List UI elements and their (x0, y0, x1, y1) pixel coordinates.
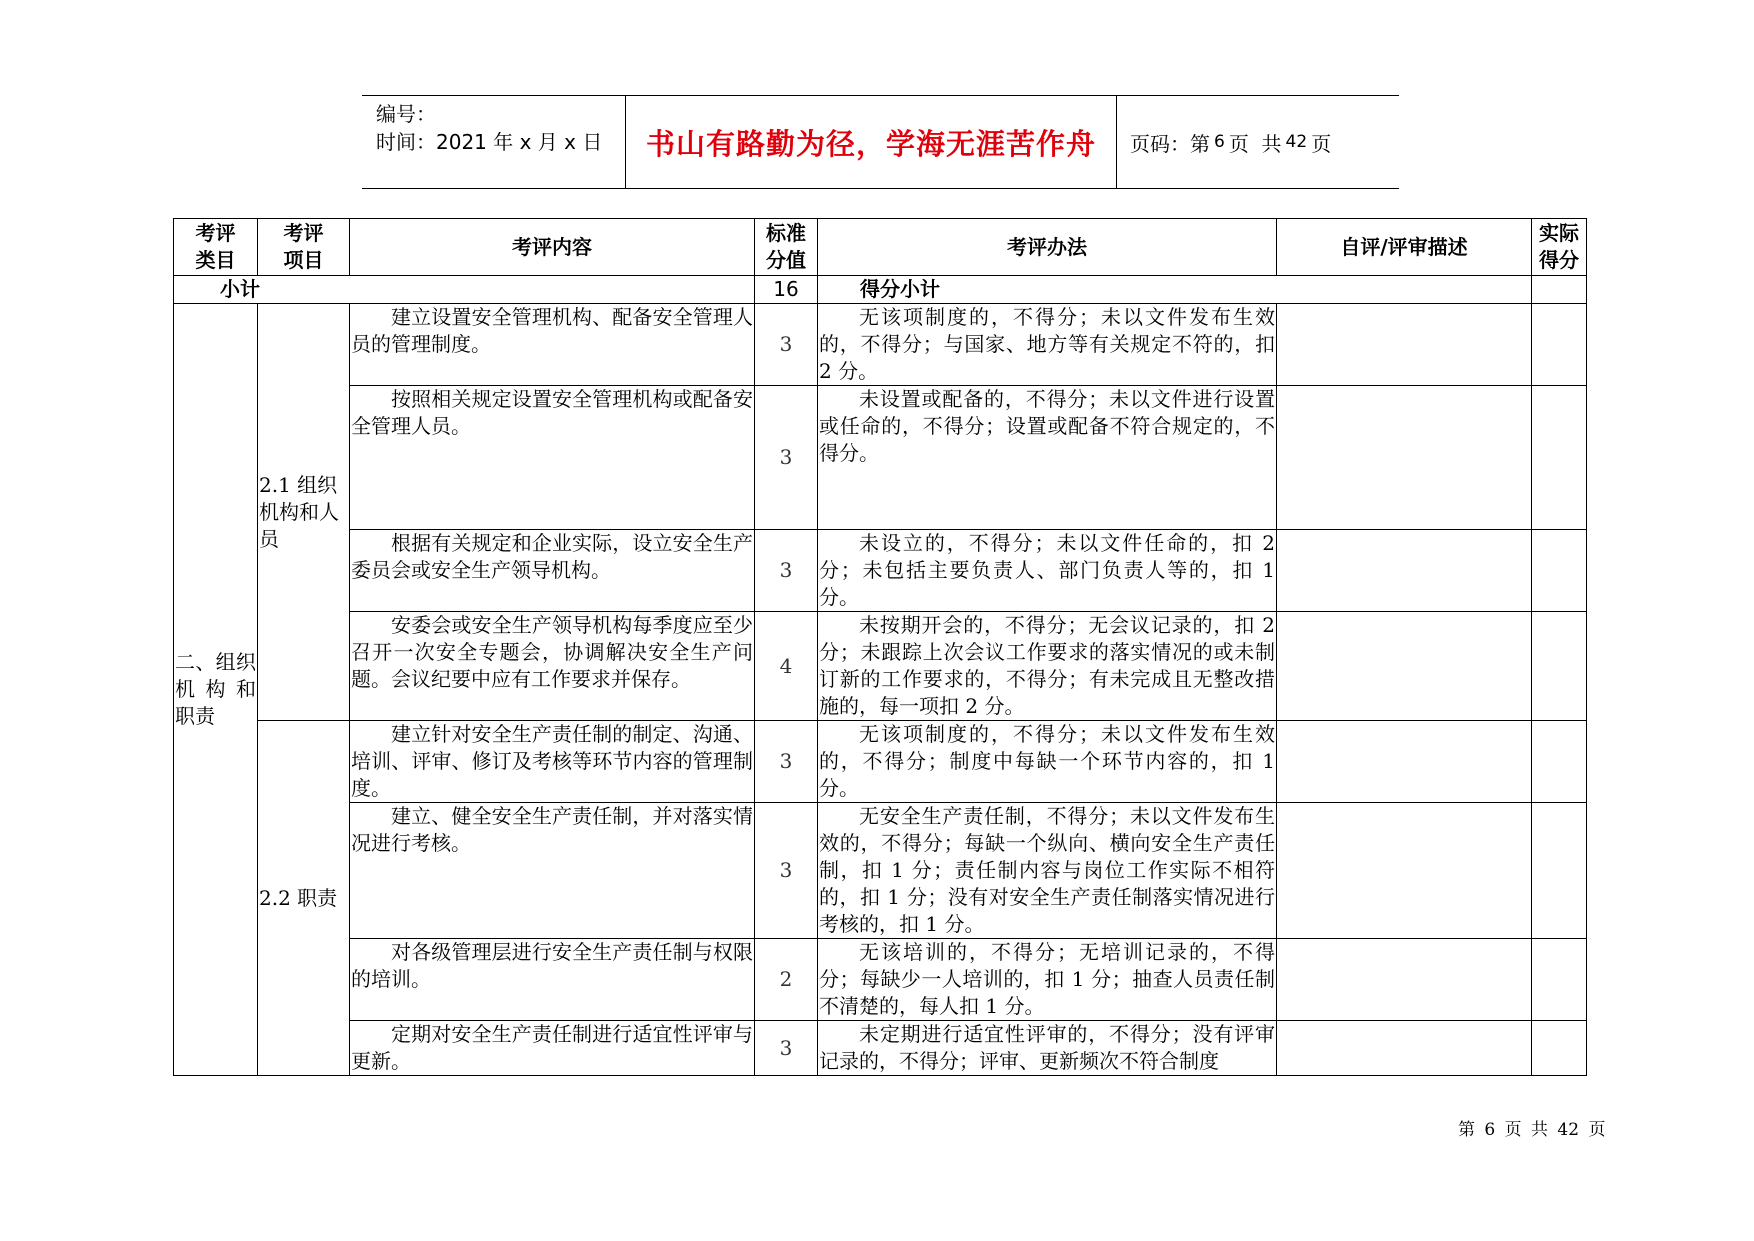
document-header (362, 95, 1399, 189)
score-cell: 3 (755, 721, 818, 803)
header-page-info (1117, 96, 1399, 188)
header-method: 考评办法 (818, 219, 1277, 276)
self-review-cell[interactable] (1277, 386, 1532, 530)
header-category: 考评类目 (174, 219, 258, 276)
table-header-row (174, 219, 1587, 276)
content-cell: 安委会或安全生产领导机构每季度应至少召开一次安全专题会，协调解决安全生产问题。会议纪要中应有工作要求并保存。 (350, 612, 755, 721)
self-review-cell[interactable] (1277, 721, 1532, 803)
actual-score-cell[interactable] (1532, 721, 1587, 803)
header-motto: 书山有路勤为径，学海无涯苦作舟 (626, 96, 1117, 188)
self-review-cell[interactable] (1277, 612, 1532, 721)
content-cell: 建立、健全安全生产责任制，并对落实情况进行考核。 (350, 803, 755, 939)
item-cell: 2.2 职责 (258, 721, 350, 1076)
table-row (174, 386, 1587, 530)
page-current: 6 (1214, 132, 1225, 152)
actual-score-cell[interactable] (1532, 530, 1587, 612)
header-item: 考评项目 (258, 219, 350, 276)
table-row (174, 721, 1587, 803)
content-cell: 根据有关规定和企业实际，设立安全生产委员会或安全生产领导机构。 (350, 530, 755, 612)
method-cell: 无该项制度的，不得分；未以文件发布生效的，不得分；制度中每缺一个环节内容的，扣 1 分。 (818, 721, 1277, 803)
actual-score-cell[interactable] (1532, 386, 1587, 530)
page-footer: 第 6 页 共 42 页 (1458, 1120, 1606, 1140)
subtotal-row (174, 276, 1587, 304)
score-cell: 3 (755, 803, 818, 939)
category-line: 机构和 (175, 677, 256, 701)
page-total: 42 (1285, 132, 1308, 152)
document-number-label: 编号： (376, 102, 436, 126)
self-review-cell[interactable] (1277, 1021, 1532, 1076)
actual-score-cell[interactable] (1532, 1021, 1587, 1076)
method-cell: 无该培训的，不得分；无培训记录的，不得分；每缺少一人培训的，扣 1 分；抽查人员责任制不清楚的，每人扣 1 分。 (818, 939, 1277, 1021)
actual-score-cell[interactable] (1532, 939, 1587, 1021)
score-cell: 3 (755, 1021, 818, 1076)
category-cell (174, 304, 258, 1076)
table-row (174, 304, 1587, 386)
method-cell: 未设立的，不得分；未以文件任命的，扣 2 分；未包括主要负责人、部门负责人等的，扣 1 分。 (818, 530, 1277, 612)
content-cell: 按照相关规定设置安全管理机构或配备安全管理人员。 (350, 386, 755, 530)
content-cell: 建立针对安全生产责任制的制定、沟通、培训、评审、修订及考核等环节内容的管理制度。 (350, 721, 755, 803)
table-row (174, 803, 1587, 939)
actual-score-cell[interactable] (1532, 803, 1587, 939)
header-actual-score: 实际得分 (1532, 219, 1587, 276)
self-review-cell[interactable] (1277, 304, 1532, 386)
actual-score-cell[interactable] (1532, 304, 1587, 386)
score-cell: 3 (755, 386, 818, 530)
subtotal-score: 16 (755, 276, 818, 304)
subtotal-actual (1532, 276, 1587, 304)
score-cell: 4 (755, 612, 818, 721)
header-standard-score: 标准分值 (755, 219, 818, 276)
content-cell: 建立设置安全管理机构、配备安全管理人员的管理制度。 (350, 304, 755, 386)
category-line: 职责 (175, 704, 215, 728)
self-review-cell[interactable] (1277, 530, 1532, 612)
page-mid: 页 共 (1228, 131, 1282, 156)
assessment-table (173, 218, 1587, 1076)
table-row (174, 612, 1587, 721)
header-self-review: 自评/评审描述 (1277, 219, 1532, 276)
score-cell: 3 (755, 304, 818, 386)
page-suffix: 页 (1311, 131, 1332, 156)
document-date: 时间：2021 年 x 月 x 日 (376, 130, 603, 154)
category-line: 二、组织 (175, 650, 256, 674)
header-info (362, 96, 626, 188)
header-content: 考评内容 (350, 219, 755, 276)
method-cell: 无安全生产责任制，不得分；未以文件发布生效的，不得分；每缺一个纵向、横向安全生产责任制，扣 1 分；责任制内容与岗位工作实际不相符的，扣 1 分；没有对安全生产责任制落实情况进行考核的，扣 1 分。 (818, 803, 1277, 939)
content-cell: 定期对安全生产责任制进行适宜性评审与更新。 (350, 1021, 755, 1076)
table-row (174, 1021, 1587, 1076)
self-review-cell[interactable] (1277, 939, 1532, 1021)
score-cell: 2 (755, 939, 818, 1021)
method-cell: 未设置或配备的，不得分；未以文件进行设置或任命的，不得分；设置或配备不符合规定的，不得分。 (818, 386, 1277, 530)
method-cell: 无该项制度的，不得分；未以文件发布生效的，不得分；与国家、地方等有关规定不符的，扣 2 分。 (818, 304, 1277, 386)
actual-score-cell[interactable] (1532, 612, 1587, 721)
content-cell: 对各级管理层进行安全生产责任制与权限的培训。 (350, 939, 755, 1021)
table-row (174, 939, 1587, 1021)
self-review-cell[interactable] (1277, 803, 1532, 939)
subtotal-label: 小计 (174, 276, 755, 304)
item-cell: 2.1 组织机构和人员 (258, 304, 350, 721)
table-row (174, 530, 1587, 612)
method-cell: 未定期进行适宜性评审的，不得分；没有评审记录的，不得分；评审、更新频次不符合制度 (818, 1021, 1277, 1076)
subtotal-desc: 得分小计 (818, 276, 1532, 304)
score-cell: 3 (755, 530, 818, 612)
method-cell: 未按期开会的，不得分；无会议记录的，扣 2 分；未跟踪上次会议工作要求的落实情况的或未制订新的工作要求的，不得分；有未完成且无整改措施的，每一项扣 2 分。 (818, 612, 1277, 721)
page-prefix: 页码：第 (1130, 131, 1210, 156)
